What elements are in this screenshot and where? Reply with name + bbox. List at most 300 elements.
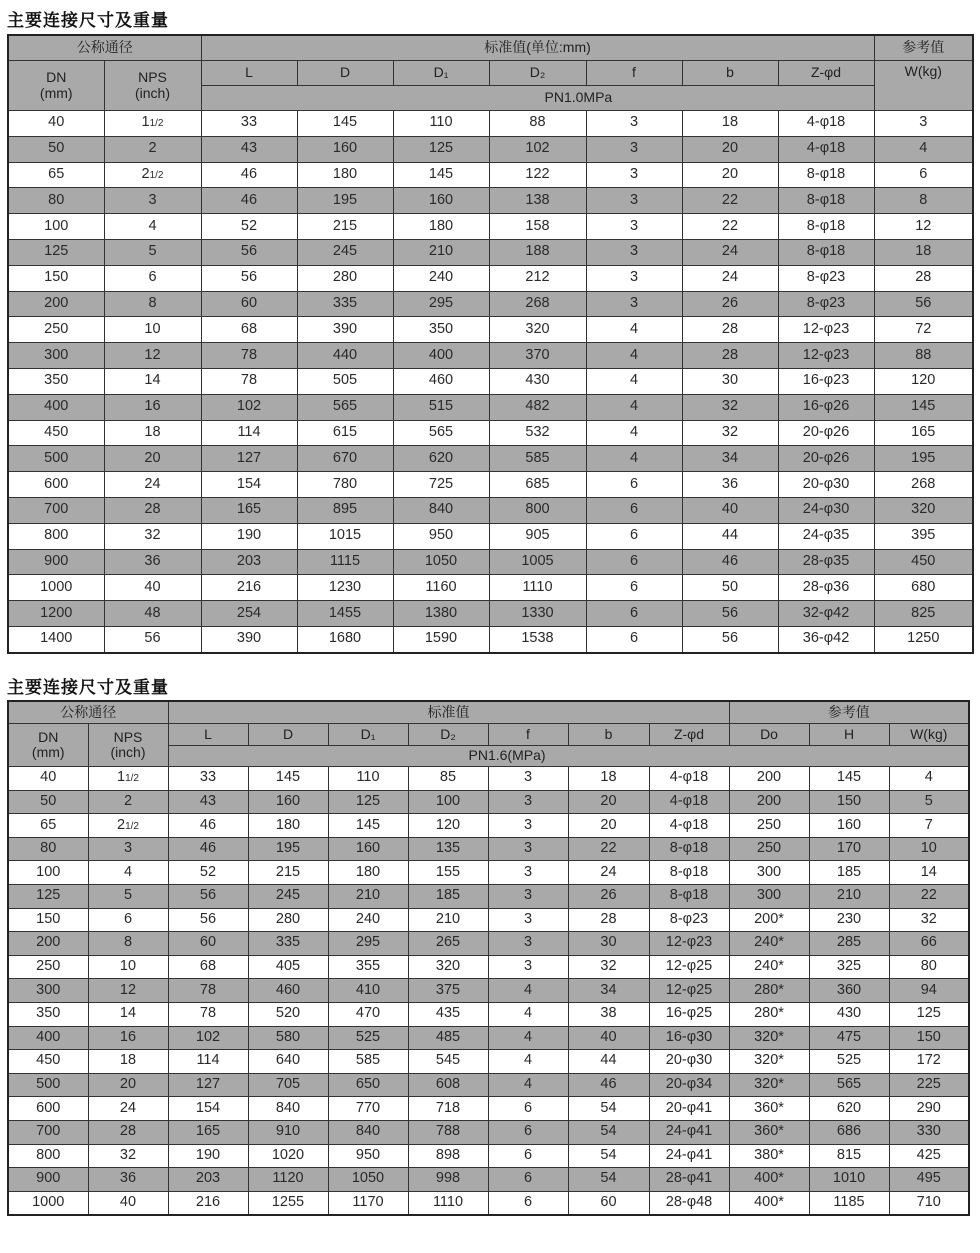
table-row [8,214,973,240]
cell-f: 6 [586,601,682,627]
cell-b: 28 [682,317,778,343]
cell-d: 640 [248,1050,328,1074]
cell-b: 28 [682,343,778,369]
cell-d1: 1170 [328,1191,408,1215]
cell-weight: 330 [889,1120,969,1144]
table-row [8,317,973,343]
cell-d: 195 [297,188,393,214]
cell-d1: 160 [328,837,408,861]
cell-b: 40 [682,497,778,523]
cell-d2: 320 [489,317,586,343]
cell-nps: 2 [88,790,168,814]
cell-d1: 840 [393,497,489,523]
cell-dn: 125 [8,884,88,908]
cell-l: 56 [201,239,297,265]
cell-f: 6 [586,523,682,549]
col-header-do: Do [729,724,809,746]
cell-z-phi-d: 16-φ25 [649,1002,729,1026]
cell-dn: 500 [8,446,104,472]
cell-d2: 138 [489,188,586,214]
cell-f: 4 [488,1050,568,1074]
cell-d: 195 [248,837,328,861]
cell-d1: 295 [393,291,489,317]
cell-l: 78 [201,368,297,394]
cell-d1: 840 [328,1120,408,1144]
cell-d: 910 [248,1120,328,1144]
cell-nps: 12 [88,979,168,1003]
cell-dn: 800 [8,1144,88,1168]
cell-weight: 320 [874,497,973,523]
col-header-d1: D₁ [393,61,489,86]
cell-d2: 100 [408,790,488,814]
cell-d2: 155 [408,861,488,885]
cell-d: 670 [297,446,393,472]
cell-d2: 898 [408,1144,488,1168]
cell-z-phi-d: 20-φ26 [778,420,874,446]
cell-dn: 200 [8,932,88,956]
cell-d: 160 [297,136,393,162]
cell-nps: 36 [104,549,201,575]
cell-nps: 40 [104,575,201,601]
cell-z-phi-d: 12-φ23 [649,932,729,956]
cell-weight: 4 [889,767,969,791]
cell-d1: 125 [328,790,408,814]
pressure-rating: PN1.6(MPa) [168,746,969,767]
cell-d1: 770 [328,1097,408,1121]
cell-d1: 525 [328,1026,408,1050]
cell-l: 114 [168,1050,248,1074]
cell-weight: 710 [889,1191,969,1215]
cell-b: 20 [682,136,778,162]
cell-weight: 10 [889,837,969,861]
cell-d2: 1110 [489,575,586,601]
cell-dn: 40 [8,767,88,791]
cell-do: 320* [729,1026,809,1050]
cell-z-phi-d: 32-φ42 [778,601,874,627]
cell-do: 200* [729,908,809,932]
cell-l: 190 [201,523,297,549]
cell-f: 3 [488,932,568,956]
cell-z-phi-d: 20-φ30 [649,1050,729,1074]
table-row [8,472,973,498]
cell-l: 43 [168,790,248,814]
cell-b: 22 [682,188,778,214]
cell-d1: 1380 [393,601,489,627]
cell-d1: 160 [393,188,489,214]
cell-d1: 950 [328,1144,408,1168]
cell-nps: 2 [104,136,201,162]
cell-weight: 1250 [874,626,973,652]
cell-do: 300 [729,861,809,885]
cell-d2: 718 [408,1097,488,1121]
table-row [8,549,973,575]
cell-dn: 500 [8,1073,88,1097]
cell-dn: 40 [8,111,104,137]
cell-h: 150 [809,790,889,814]
header-row-groups [8,35,973,61]
cell-l: 190 [168,1144,248,1168]
table-row [8,626,973,652]
cell-nps: 21/2 [88,814,168,838]
cell-f: 3 [586,111,682,137]
cell-weight: 145 [874,394,973,420]
cell-nps: 8 [88,932,168,956]
cell-z-phi-d: 4-φ18 [649,814,729,838]
cell-d: 780 [297,472,393,498]
cell-dn: 400 [8,1026,88,1050]
cell-b: 24 [682,265,778,291]
cell-l: 60 [168,932,248,956]
cell-h: 185 [809,861,889,885]
col-header-b: b [682,61,778,86]
table-row [8,446,973,472]
table-row [8,394,973,420]
cell-b: 40 [568,1026,649,1050]
cell-b: 60 [568,1191,649,1215]
cell-h: 285 [809,932,889,956]
cell-do: 360* [729,1120,809,1144]
cell-f: 3 [488,861,568,885]
cell-dn: 1000 [8,1191,88,1215]
cell-b: 24 [568,861,649,885]
cell-l: 254 [201,601,297,627]
col-header-nps: NPS (inch) [88,724,168,767]
cell-nps: 10 [104,317,201,343]
col-header-f: f [586,61,682,86]
cell-d: 215 [297,214,393,240]
cell-f: 3 [488,767,568,791]
cell-f: 6 [586,626,682,652]
cell-nps: 6 [104,265,201,291]
cell-d: 390 [297,317,393,343]
cell-d1: 1160 [393,575,489,601]
cell-l: 33 [168,767,248,791]
cell-b: 36 [682,472,778,498]
col-header-d2: D₂ [489,61,586,86]
cell-b: 54 [568,1168,649,1192]
cell-h: 170 [809,837,889,861]
cell-z-phi-d: 16-φ26 [778,394,874,420]
cell-weight: 80 [889,955,969,979]
cell-d1: 110 [328,767,408,791]
cell-d2: 430 [489,368,586,394]
cell-b: 46 [568,1073,649,1097]
cell-f: 4 [488,1002,568,1026]
cell-l: 102 [168,1026,248,1050]
cell-z-phi-d: 24-φ30 [778,497,874,523]
cell-h: 525 [809,1050,889,1074]
cell-dn: 1200 [8,601,104,627]
table-row [8,265,973,291]
cell-h: 1010 [809,1168,889,1192]
cell-z-phi-d: 8-φ23 [778,265,874,291]
cell-nps: 14 [88,1002,168,1026]
cell-l: 203 [201,549,297,575]
cell-h: 815 [809,1144,889,1168]
cell-do: 200 [729,767,809,791]
cell-do: 360* [729,1097,809,1121]
cell-b: 24 [682,239,778,265]
cell-f: 4 [586,446,682,472]
table-row [8,908,969,932]
col-header-dn: DN (mm) [8,61,104,111]
cell-nps: 56 [104,626,201,652]
cell-d2: 998 [408,1168,488,1192]
cell-l: 390 [201,626,297,652]
cell-l: 52 [201,214,297,240]
group-reference-values: 参考值 [874,35,973,61]
table-row [8,1002,969,1026]
col-header-h: H [809,724,889,746]
cell-z-phi-d: 28-φ48 [649,1191,729,1215]
cell-weight: 88 [874,343,973,369]
cell-f: 4 [586,420,682,446]
cell-d2: 1538 [489,626,586,652]
cell-dn: 300 [8,343,104,369]
table-row [8,575,973,601]
table-row [8,368,973,394]
cell-d2: 120 [408,814,488,838]
table-row [8,1073,969,1097]
col-header-z-phi-d: Z-φd [649,724,729,746]
cell-dn: 65 [8,814,88,838]
cell-nps: 20 [104,446,201,472]
cell-f: 6 [488,1168,568,1192]
cell-weight: 120 [874,368,973,394]
cell-f: 3 [586,239,682,265]
cell-z-phi-d: 8-φ18 [649,837,729,861]
cell-d1: 725 [393,472,489,498]
cell-d: 180 [297,162,393,188]
cell-b: 54 [568,1097,649,1121]
col-header-d2: D₂ [408,724,488,746]
cell-z-phi-d: 8-φ18 [649,861,729,885]
cell-d2: 905 [489,523,586,549]
table-row [8,861,969,885]
col-header-nps: NPS (inch) [104,61,201,111]
cell-d: 405 [248,955,328,979]
pn16-dimension-table [7,700,970,1216]
table-row [8,136,973,162]
cell-d: 1020 [248,1144,328,1168]
cell-d1: 950 [393,523,489,549]
cell-dn: 250 [8,317,104,343]
cell-d2: 158 [489,214,586,240]
cell-b: 32 [568,955,649,979]
group-reference-values: 参考值 [729,701,969,724]
cell-d1: 125 [393,136,489,162]
cell-f: 4 [488,1026,568,1050]
cell-weight: 12 [874,214,973,240]
cell-z-phi-d: 4-φ18 [778,136,874,162]
cell-f: 4 [586,368,682,394]
cell-b: 18 [682,111,778,137]
cell-f: 4 [488,1073,568,1097]
table-row [8,497,973,523]
cell-do: 240* [729,955,809,979]
group-standard-values: 标准值 [168,701,729,724]
cell-dn: 600 [8,472,104,498]
cell-dn: 65 [8,162,104,188]
cell-do: 280* [729,979,809,1003]
cell-b: 34 [568,979,649,1003]
cell-d1: 650 [328,1073,408,1097]
cell-dn: 800 [8,523,104,549]
cell-weight: 825 [874,601,973,627]
cell-d1: 240 [328,908,408,932]
cell-d: 145 [297,111,393,137]
cell-nps: 6 [88,908,168,932]
cell-nps: 28 [88,1120,168,1144]
cell-weight: 3 [874,111,973,137]
table-row [8,111,973,137]
cell-dn: 900 [8,1168,88,1192]
cell-l: 52 [168,861,248,885]
cell-d2: 102 [489,136,586,162]
table-row [8,1050,969,1074]
cell-z-phi-d: 28-φ36 [778,575,874,601]
cell-b: 54 [568,1120,649,1144]
cell-weight: 94 [889,979,969,1003]
cell-dn: 50 [8,790,88,814]
cell-l: 56 [201,265,297,291]
cell-dn: 1000 [8,575,104,601]
cell-b: 54 [568,1144,649,1168]
cell-f: 3 [586,136,682,162]
header-row-groups [8,701,969,724]
cell-weight: 4 [874,136,973,162]
cell-dn: 700 [8,1120,88,1144]
cell-l: 78 [201,343,297,369]
table-row [8,239,973,265]
cell-dn: 1400 [8,626,104,652]
cell-d1: 1050 [393,549,489,575]
cell-f: 4 [586,343,682,369]
cell-nps: 40 [88,1191,168,1215]
cell-z-phi-d: 12-φ25 [649,955,729,979]
cell-l: 46 [168,837,248,861]
group-nominal-diameter: 公称通径 [8,701,168,724]
cell-weight: 18 [874,239,973,265]
pressure-rating: PN1.0MPa [201,86,874,111]
cell-l: 127 [201,446,297,472]
cell-dn: 150 [8,265,104,291]
cell-h: 210 [809,884,889,908]
cell-d: 520 [248,1002,328,1026]
cell-weight: 56 [874,291,973,317]
cell-l: 78 [168,979,248,1003]
cell-dn: 200 [8,291,104,317]
cell-z-phi-d: 4-φ18 [778,111,874,137]
cell-nps: 5 [104,239,201,265]
cell-dn: 400 [8,394,104,420]
cell-d: 245 [248,884,328,908]
cell-do: 400* [729,1191,809,1215]
cell-weight: 14 [889,861,969,885]
cell-d: 895 [297,497,393,523]
table-row [8,1026,969,1050]
cell-d2: 788 [408,1120,488,1144]
cell-b: 44 [682,523,778,549]
cell-h: 1185 [809,1191,889,1215]
col-header-l: L [201,61,297,86]
cell-d: 160 [248,790,328,814]
cell-weight: 268 [874,472,973,498]
cell-d2: 585 [489,446,586,472]
cell-z-phi-d: 28-φ41 [649,1168,729,1192]
cell-d1: 145 [328,814,408,838]
cell-l: 46 [168,814,248,838]
cell-d1: 110 [393,111,489,137]
table-row [8,1097,969,1121]
cell-weight: 5 [889,790,969,814]
cell-b: 28 [568,908,649,932]
cell-l: 43 [201,136,297,162]
cell-d1: 350 [393,317,489,343]
cell-d1: 410 [328,979,408,1003]
cell-weight: 22 [889,884,969,908]
cell-weight: 172 [889,1050,969,1074]
cell-f: 6 [586,497,682,523]
cell-z-phi-d: 12-φ23 [778,317,874,343]
cell-weight: 395 [874,523,973,549]
group-standard-values: 标准值(单位:mm) [201,35,874,61]
cell-weight: 290 [889,1097,969,1121]
cell-d1: 515 [393,394,489,420]
table-row [8,837,969,861]
cell-d: 705 [248,1073,328,1097]
col-header-b: b [568,724,649,746]
cell-d2: 88 [489,111,586,137]
cell-f: 3 [586,265,682,291]
cell-d: 245 [297,239,393,265]
cell-dn: 100 [8,861,88,885]
cell-d2: 85 [408,767,488,791]
cell-d2: 532 [489,420,586,446]
col-header-l: L [168,724,248,746]
table-row [8,343,973,369]
cell-f: 3 [586,162,682,188]
cell-z-phi-d: 16-φ30 [649,1026,729,1050]
cell-d1: 180 [393,214,489,240]
cell-do: 240* [729,932,809,956]
cell-d1: 1050 [328,1168,408,1192]
cell-h: 430 [809,1002,889,1026]
cell-do: 250 [729,837,809,861]
header-row-columns [8,61,973,86]
cell-l: 165 [168,1120,248,1144]
cell-b: 30 [682,368,778,394]
cell-d2: 210 [408,908,488,932]
cell-h: 160 [809,814,889,838]
cell-d: 1680 [297,626,393,652]
cell-d1: 355 [328,955,408,979]
cell-dn: 250 [8,955,88,979]
cell-z-phi-d: 20-φ30 [778,472,874,498]
cell-d: 1115 [297,549,393,575]
cell-d: 615 [297,420,393,446]
table-row [8,767,969,791]
cell-dn: 450 [8,420,104,446]
cell-h: 565 [809,1073,889,1097]
table-row [8,162,973,188]
cell-weight: 495 [889,1168,969,1192]
cell-d: 335 [297,291,393,317]
cell-f: 4 [488,979,568,1003]
cell-d: 580 [248,1026,328,1050]
cell-d1: 1590 [393,626,489,652]
cell-d: 1255 [248,1191,328,1215]
